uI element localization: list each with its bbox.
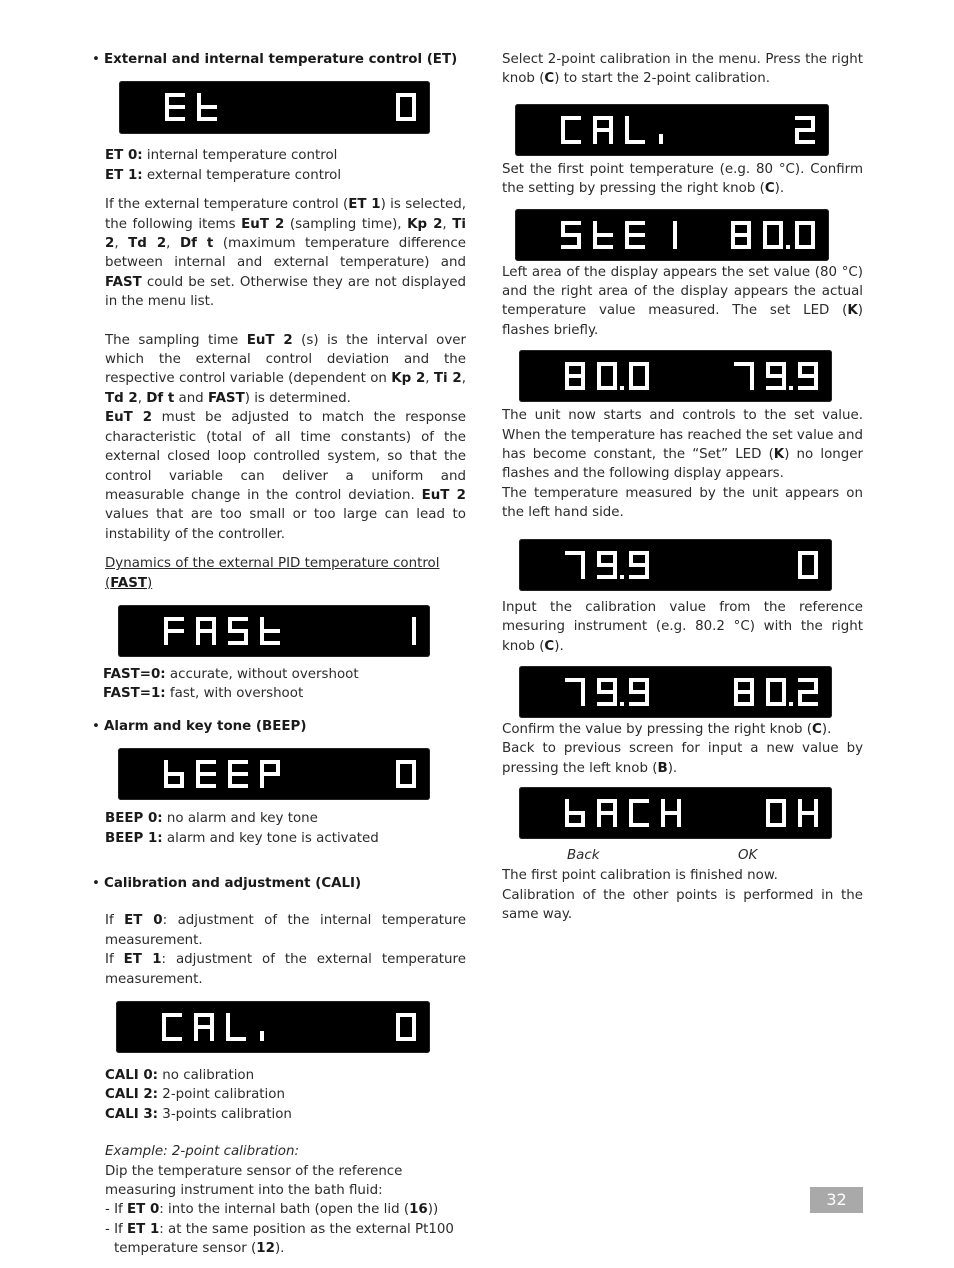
lcd-segment: [613, 551, 617, 565]
et-paragraph-2: The sampling time EuT 2 (s) is the interval over which the external control deviation and the respective control variable (dependent on Kp 2, Ti 2, Td 2, Df t and FAST) is determined.: [105, 332, 466, 406]
lcd-segment: [396, 1027, 400, 1041]
lcd-display-beep: [118, 748, 430, 800]
lcd-segment: [629, 551, 633, 565]
lcd-segment: [260, 774, 264, 788]
lcd-segment: [661, 799, 665, 813]
et1-key: ET 1:: [105, 167, 143, 183]
lcd-segment: [197, 117, 217, 121]
lcd-decimal-point: [620, 702, 624, 706]
lcd-segment: [565, 799, 569, 813]
lcd-segment: [561, 140, 581, 144]
lcd-segment: [597, 690, 617, 694]
step-controls: The unit now starts and controls to the set value. When the temperature has reached the set value and has become constant, the “Set” LED (K) no longer flashes and the following display appears.: [502, 408, 863, 482]
et1-text: external temperature control: [142, 167, 342, 183]
lcd-segment: [597, 702, 617, 706]
lcd-segment: [798, 362, 802, 376]
lcd-display-cali: [116, 1001, 430, 1053]
lcd-segment: [210, 1027, 214, 1041]
lcd-segment: [659, 134, 663, 144]
lcd-display-setval: [519, 350, 832, 402]
lcd-segment: [814, 813, 818, 827]
lcd-segment: [593, 128, 613, 132]
lcd-segment: [164, 631, 168, 645]
step-other-points: Calibration of the other points is performed in the same way.: [502, 887, 863, 922]
lcd-segment: [260, 641, 280, 645]
lcd-segment: [766, 692, 770, 706]
lcd-segment: [565, 376, 569, 390]
example-step-1: - If ET 0: into the internal bath (open the lid (16)): [105, 1202, 439, 1218]
lcd-segment: [597, 563, 617, 567]
lcd-segment: [625, 116, 629, 130]
lcd-segment: [396, 1013, 400, 1027]
lcd-segment: [811, 116, 815, 130]
lcd-segments: [118, 605, 430, 657]
lcd-segment: [196, 784, 216, 788]
lcd-segment: [164, 617, 168, 631]
lcd-segment: [593, 245, 613, 249]
lcd-segment: [798, 551, 802, 565]
lcd-segment: [593, 116, 597, 130]
lcd-segment: [798, 565, 802, 579]
lcd-segment: [677, 813, 681, 827]
lcd-segment: [750, 678, 754, 692]
lcd-segment: [798, 702, 818, 706]
left-column: [92, 50, 466, 1259]
lcd-segment: [412, 631, 416, 645]
lcd-segment: [165, 93, 169, 107]
lcd-segment: [194, 1013, 198, 1027]
et0-text: internal temperature control: [142, 148, 338, 164]
lcd-decimal-point: [620, 575, 624, 579]
et-options: [92, 146, 466, 185]
lcd-segment: [228, 617, 232, 631]
lcd-segment: [581, 692, 585, 706]
lcd-segment: [561, 221, 565, 235]
lcd-segment: [597, 575, 617, 579]
lcd-segment: [162, 1037, 182, 1041]
cali-options: CALI 0: no calibration CALI 2: 2-point calibration CALI 3: 3-points calibration: [105, 1068, 292, 1122]
lcd-segments: [519, 666, 832, 718]
lcd-segment: [228, 760, 232, 774]
lcd-segments: [519, 350, 832, 402]
et0-key: ET 0:: [105, 148, 143, 164]
lcd-segment: [396, 774, 400, 788]
lcd-segments: [519, 787, 832, 839]
right-column: [502, 50, 863, 924]
lcd-decimal-point: [786, 245, 790, 249]
lcd-segment: [212, 631, 216, 645]
lcd-segment: [162, 1013, 166, 1027]
lcd-segment: [613, 678, 617, 692]
lcd-segment: [673, 221, 677, 235]
beep-heading: • Alarm and key tone (BEEP): [92, 717, 466, 736]
step-measured-left: The temperature measured by the unit appears on the left hand side.: [502, 485, 863, 521]
display-captions: [502, 846, 863, 866]
lcd-segment: [613, 813, 617, 827]
lcd-segment: [814, 678, 818, 692]
lcd-segment: [677, 799, 681, 813]
lcd-segment: [747, 221, 751, 235]
lcd-segment: [731, 233, 751, 237]
lcd-segment: [597, 551, 601, 565]
lcd-display-cal2: [515, 104, 829, 156]
lcd-segment: [766, 362, 770, 376]
lcd-segment: [811, 221, 815, 235]
lcd-segment: [609, 116, 613, 130]
lcd-segment: [412, 760, 416, 774]
lcd-segment: [798, 813, 802, 827]
lcd-segment: [396, 93, 400, 107]
example-title: Example: 2-point calibration:: [105, 1144, 300, 1160]
lcd-segment: [625, 245, 645, 249]
lcd-segment: [625, 140, 645, 144]
lcd-segment: [226, 1037, 246, 1041]
lcd-segment: [581, 813, 585, 827]
beep-options: BEEP 0: no alarm and key tone BEEP 1: alarm and key tone is activated: [105, 811, 379, 846]
lcd-segment: [565, 362, 569, 376]
step-input-calibration: Input the calibration value from the reference mesuring instrument (e.g. 80.2 °C) with the right knob (C).: [502, 599, 863, 654]
lcd-segment: [396, 760, 400, 774]
lcd-segment: [260, 760, 264, 774]
lcd-segment: [593, 130, 597, 144]
lcd-segment: [750, 376, 754, 390]
lcd-segment: [565, 374, 585, 378]
lcd-segment: [629, 362, 633, 376]
fast-options: FAST=0: accurate, without overshoot FAST=1: fast, with overshoot: [103, 666, 359, 702]
lcd-segment: [196, 629, 216, 633]
lcd-segment: [731, 221, 735, 235]
lcd-segment: [212, 617, 216, 631]
lcd-segment: [814, 362, 818, 376]
lcd-segment: [782, 362, 786, 376]
cali-heading: • Calibration and adjustment (CALI): [92, 874, 466, 893]
lcd-segment: [597, 813, 601, 827]
step-back: Back to previous screen for input a new value by pressing the left knob (B).: [502, 741, 863, 776]
step-set-first-point: Set the first point temperature (e.g. 80 °C). Confirm the setting by pressing the right knob (C).: [502, 161, 863, 197]
lcd-segment: [561, 245, 581, 249]
example-steps: [92, 1200, 466, 1258]
lcd-segment: [798, 386, 818, 390]
lcd-segment: [766, 813, 770, 827]
lcd-display-ste1: [515, 209, 829, 261]
lcd-segment: [629, 823, 649, 827]
et-paragraph-1: If the external temperature control (ET 1) is selected, the following items EuT 2 (sampling time), Kp 2, Ti 2, Td 2, Df t (maximum temperature difference between internal and external temperature) and FAST could be set. Otherwise they are not displayed in the menu list.: [105, 197, 467, 310]
step-left-area: Left area of the display appears the set value (80 °C) and the right area of the display appears the actual temperature value measured. The set LED (K) flashes briefly.: [502, 264, 863, 338]
lcd-segment: [779, 221, 783, 235]
lcd-segment: [597, 678, 601, 692]
lcd-segment: [763, 221, 767, 235]
lcd-segment: [629, 690, 649, 694]
lcd-segment: [782, 678, 786, 692]
lcd-segment: [750, 362, 754, 376]
lcd-segment: [597, 362, 601, 376]
lcd-segment: [228, 784, 248, 788]
lcd-segment: [629, 678, 633, 692]
et-paragraph-3: EuT 2 must be adjusted to match the response characteristic (total of all time constants) of the external closed loop controlled system, so that the control variable can deliver a uniform and measurable change in the control deviation. EuT 2 values that are too small or too large can lead to instability of the controller.: [105, 410, 466, 542]
lcd-segment: [194, 1027, 198, 1041]
lcd-segment: [260, 772, 280, 776]
lcd-segment: [581, 362, 585, 376]
lcd-segment: [645, 551, 649, 565]
lcd-segment: [613, 362, 617, 376]
et-heading: • External and internal temperature control (ET): [92, 50, 466, 69]
lcd-display-calvalue: [519, 666, 832, 718]
lcd-segment: [673, 235, 677, 249]
cali-paragraph-2: If ET 1: adjustment of the external temperature measurement.: [105, 952, 466, 987]
lcd-display-et: [119, 81, 430, 134]
lcd-segment: [798, 374, 818, 378]
lcd-segment: [210, 1013, 214, 1027]
lcd-decimal-point: [620, 386, 624, 390]
lcd-segment: [795, 221, 799, 235]
step-confirm: Confirm the value by pressing the right knob (C).: [502, 721, 832, 737]
lcd-segment: [412, 1013, 416, 1027]
lcd-segment: [795, 140, 815, 144]
lcd-decimal-point: [789, 386, 793, 390]
lcd-segment: [734, 690, 754, 694]
example-step-2: - If ET 1: at the same position as the external Pt100 temperature sensor (12).: [105, 1221, 454, 1257]
lcd-segments: [515, 209, 829, 261]
lcd-display-fast: [118, 605, 430, 657]
lcd-segment: [645, 362, 649, 376]
lcd-segment: [766, 386, 786, 390]
lcd-segment: [196, 631, 200, 645]
cali-paragraph-1: If ET 0: adjustment of the internal temperature measurement.: [105, 913, 466, 948]
lcd-segment: [165, 117, 185, 121]
lcd-segment: [629, 799, 633, 813]
lcd-segment: [766, 374, 786, 378]
lcd-segment: [597, 376, 601, 390]
lcd-segment: [661, 813, 665, 827]
lcd-segment: [412, 617, 416, 631]
lcd-segment: [609, 130, 613, 144]
caption-ok: OK: [738, 848, 758, 864]
lcd-display-measured: [519, 539, 832, 591]
lcd-segment: [597, 811, 617, 815]
lcd-segment: [629, 376, 633, 390]
lcd-segments: [519, 539, 832, 591]
lcd-segment: [260, 1031, 264, 1041]
lcd-segment: [228, 641, 248, 645]
lcd-segment: [581, 551, 585, 565]
lcd-segment: [180, 774, 184, 788]
lcd-segment: [194, 1025, 214, 1029]
lcd-segment: [734, 678, 738, 692]
lcd-segments: [118, 748, 430, 800]
lcd-segment: [593, 221, 597, 235]
lcd-segment: [276, 760, 280, 774]
lcd-segment: [597, 799, 601, 813]
lcd-segment: [795, 235, 799, 249]
lcd-segment: [766, 678, 770, 692]
lcd-segment: [734, 692, 738, 706]
lcd-segment: [629, 575, 649, 579]
lcd-segments: [119, 81, 430, 134]
lcd-segment: [625, 221, 629, 235]
step-select-2point: Select 2-point calibration in the menu. Press the right knob (C) to start the 2-point calibration.: [502, 52, 863, 87]
lcd-segment: [645, 678, 649, 692]
lcd-segment: [629, 563, 649, 567]
step-finished: The first point calibration is finished now.: [502, 868, 778, 884]
lcd-segment: [629, 702, 649, 706]
page-number: 32: [810, 1187, 863, 1213]
lcd-display-backok: [519, 787, 832, 839]
lcd-segment: [412, 93, 416, 107]
lcd-decimal-point: [789, 702, 793, 706]
example-text: Dip the temperature sensor of the reference measuring instrument into the bath fluid:: [105, 1163, 403, 1199]
lcd-segment: [561, 116, 565, 130]
lcd-segment: [782, 799, 786, 813]
lcd-segment: [814, 799, 818, 813]
lcd-segment: [763, 235, 767, 249]
lcd-segment: [798, 799, 802, 813]
lcd-segment: [226, 1013, 230, 1027]
lcd-segment: [766, 799, 770, 813]
lcd-segment: [196, 760, 200, 774]
lcd-segments: [116, 1001, 430, 1053]
lcd-segment: [581, 678, 585, 692]
lcd-segments: [515, 104, 829, 156]
lcd-segment: [814, 551, 818, 565]
lcd-segment: [581, 565, 585, 579]
lcd-segment: [731, 235, 735, 249]
lcd-segment: [396, 107, 400, 121]
lcd-segment: [613, 799, 617, 813]
caption-back: Back: [567, 848, 600, 864]
lcd-segment: [260, 617, 264, 631]
lcd-segment: [196, 617, 200, 631]
lcd-segment: [164, 629, 184, 633]
lcd-segment: [197, 93, 201, 107]
lcd-segment: [164, 760, 168, 774]
fast-heading: Dynamics of the external PID temperature control (FAST): [105, 556, 440, 591]
